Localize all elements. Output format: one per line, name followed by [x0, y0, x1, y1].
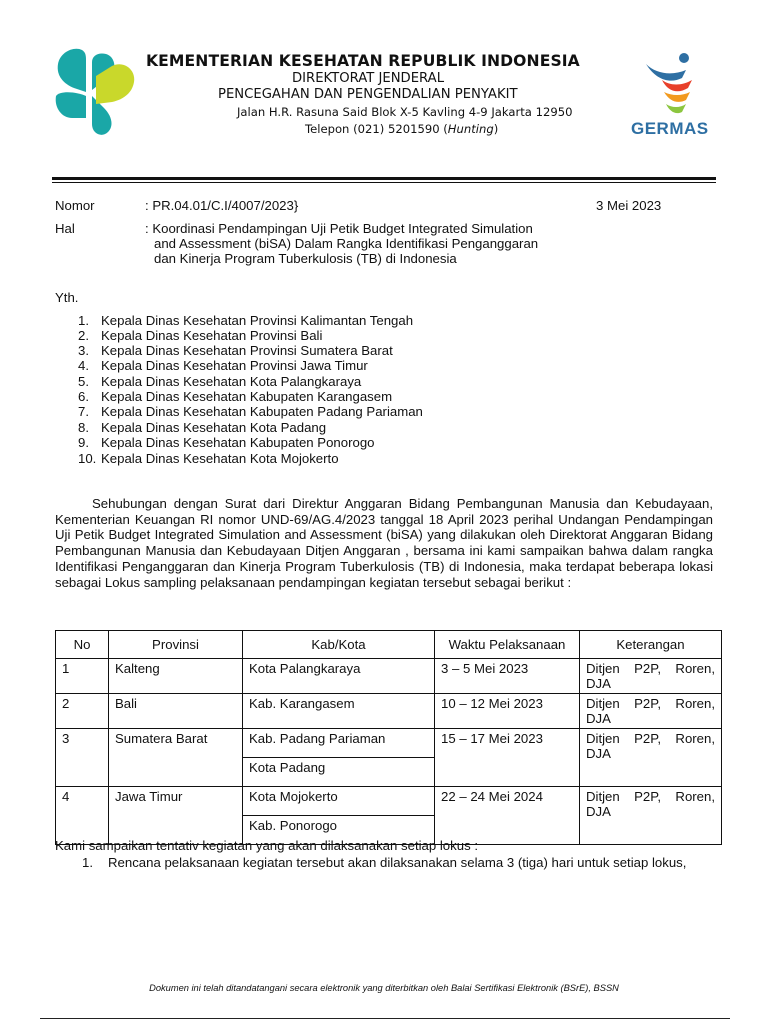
cell-provinsi: Sumatera Barat: [115, 731, 208, 746]
ministry-logo-icon: [52, 46, 138, 138]
item-number: 1.: [82, 855, 93, 870]
body-paragraph: Sehubungan dengan Surat dari Direktur Anggaran Bidang Pembangunan Manusia dan Kebudayaan, Kementerian Keuangan RI nomor UND-69/AG.4/2023 tanggal 18 April 2023 perihal Undangan Pendampingan Uji Petik Budget Integrated Simulation and Assessment (biSA) yang dilakukan oleh Direktorat Anggaran Bidang Pembangunan Manusia dan Kebudayaan Ditjen Anggaran , bersama ini kami sampaikan bahwa dalam rangka Identifikasi Penganggaran dan Kinerja Program Tuberkulosis (TB) di Indonesia, maka terdapat beberapa lokasi sebagai Lokus sampling pelaksanaan pendampingan kegiatan tersebut sebagai berikut :: [55, 496, 713, 590]
header-provinsi: Provinsi: [109, 631, 243, 659]
division-title: PENCEGAHAN DAN PENGENDALIAN PENYAKIT: [218, 87, 518, 102]
nomor-label: Nomor: [55, 198, 95, 213]
table-row: [56, 729, 722, 787]
table-row: [56, 659, 722, 694]
recipient-item: 3. Kepala Dinas Kesehatan Provinsi Sumatera Barat: [78, 343, 393, 358]
recipient-item: 7. Kepala Dinas Kesehatan Kabupaten Padang Pariaman: [78, 404, 423, 419]
cell-no: 1: [62, 661, 70, 676]
ministry-title: KEMENTERIAN KESEHATAN REPUBLIK INDONESIA: [146, 52, 580, 70]
header-kab-kota: Kab/Kota: [243, 631, 435, 659]
tentativ-intro: Kami sampaikan tentativ kegiatan yang akan dilaksanakan setiap lokus :: [55, 838, 478, 853]
nomor-value: : PR.04.01/C.I/4007/2023}: [145, 198, 299, 213]
header-divider-thin: [52, 182, 716, 183]
cell-no: 3: [62, 731, 70, 746]
phone-line: Telepon (021) 5201590 (Hunting): [305, 122, 499, 136]
hal-line-3: dan Kinerja Program Tuberkulosis (TB) di Indonesia: [154, 251, 457, 266]
hal-label: Hal: [55, 221, 75, 236]
recipient-item: 10. Kepala Dinas Kesehatan Kota Mojokerto: [78, 451, 339, 466]
recipient-item: 6. Kepala Dinas Kesehatan Kabupaten Karangasem: [78, 389, 393, 404]
table-row: [56, 787, 722, 845]
cell-waktu: 10 – 12 Mei 2023: [441, 696, 543, 711]
directorate-title: DIREKTORAT JENDERAL: [292, 71, 445, 86]
cell-kota: Kota Palangkaraya: [249, 661, 361, 676]
header-divider-thick: [52, 177, 716, 180]
cell-kota: Kab. Ponorogo: [249, 818, 337, 833]
cell-waktu: 15 – 17 Mei 2023: [441, 731, 543, 746]
hal-line-2: and Assessment (biSA) Dalam Rangka Identifikasi Penganggaran: [154, 236, 539, 251]
cell-waktu: 3 – 5 Mei 2023: [441, 661, 529, 676]
hal-line-1: : Koordinasi Pendampingan Uji Petik Budget Integrated Simulation: [145, 221, 533, 236]
address-line: Jalan H.R. Rasuna Said Blok X-5 Kavling 4-9 Jakarta 12950: [237, 105, 573, 119]
cell-no: 4: [62, 789, 70, 804]
item-text: Rencana pelaksanaan kegiatan tersebut akan dilaksanakan selama 3 (tiga) hari untuk setiap lokus,: [108, 855, 687, 870]
e-signature-note: Dokumen ini telah ditandatangani secara elektronik yang diterbitkan oleh Balai Sertifikasi Elektronik (BSrE), BSSN: [149, 983, 619, 993]
cell-waktu: 22 – 24 Mei 2024: [441, 789, 543, 804]
header-waktu: Waktu Pelaksanaan: [435, 631, 580, 659]
yth-label: Yth.: [55, 290, 79, 305]
letter-date: 3 Mei 2023: [596, 198, 662, 213]
cell-kota: Kab. Padang Pariaman: [243, 729, 434, 758]
cell-kota: Kota Mojokerto: [243, 787, 434, 816]
cell-keterangan: Ditjen P2P, Roren, DJA: [586, 661, 715, 691]
page-bottom-rule: [40, 1018, 730, 1019]
recipient-item: 1. Kepala Dinas Kesehatan Provinsi Kalimantan Tengah: [78, 313, 414, 328]
recipient-item: 2. Kepala Dinas Kesehatan Provinsi Bali: [78, 328, 323, 343]
germas-label: GERMAS: [631, 119, 709, 138]
lokus-table: [55, 630, 722, 845]
cell-kota: Kab. Karangasem: [249, 696, 355, 711]
cell-keterangan: Ditjen P2P, Roren, DJA: [586, 696, 715, 726]
cell-kota: Kota Padang: [249, 760, 326, 775]
table-header-row: [56, 631, 722, 659]
recipient-item: 9. Kepala Dinas Kesehatan Kabupaten Ponorogo: [78, 435, 375, 450]
cell-keterangan: Ditjen P2P, Roren, DJA: [586, 789, 715, 819]
recipient-item: 5. Kepala Dinas Kesehatan Kota Palangkaraya: [78, 374, 362, 389]
recipient-item: 4. Kepala Dinas Kesehatan Provinsi Jawa Timur: [78, 358, 368, 373]
header-no: No: [56, 631, 109, 659]
cell-no: 2: [62, 696, 70, 711]
germas-logo-icon: [642, 50, 704, 120]
cell-provinsi: Kalteng: [115, 661, 160, 676]
table-row: [56, 694, 722, 729]
header-keterangan: Keterangan: [580, 631, 722, 659]
cell-provinsi: Jawa Timur: [115, 789, 183, 804]
recipient-item: 8. Kepala Dinas Kesehatan Kota Padang: [78, 420, 327, 435]
cell-keterangan: Ditjen P2P, Roren, DJA: [586, 731, 715, 761]
cell-provinsi: Bali: [115, 696, 137, 711]
